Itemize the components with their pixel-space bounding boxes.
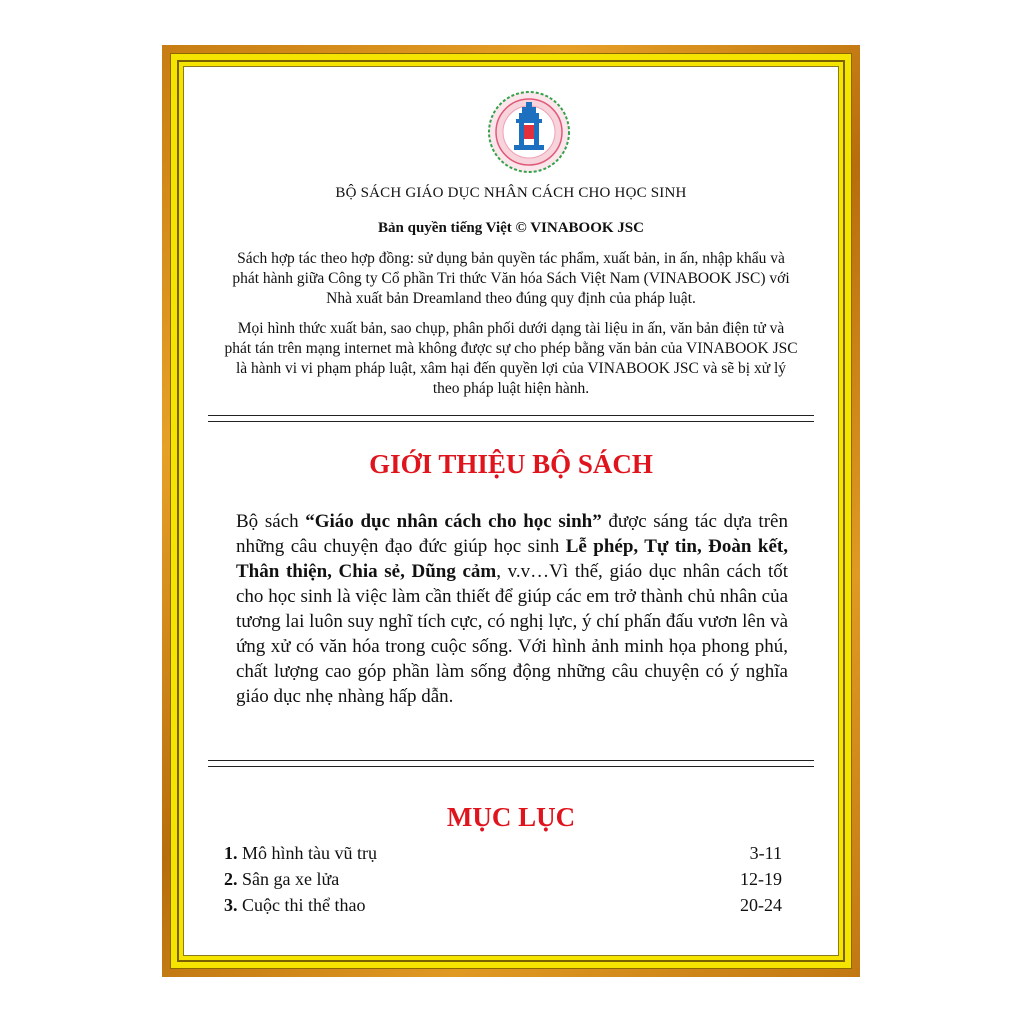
toc-item: [224, 840, 782, 866]
cooperation-paragraph: Sách hợp tác theo hợp đồng: sử dụng bản quyền tác phẩm, xuất bản, in ấn, nhập khẩu và phát hành giữa Công ty Cổ phần Tri thức Văn hóa Sách Việt Nam (VINABOOK JSC) với Nhà xuất bản Dreamland theo đúng quy định của pháp luật.: [232, 250, 790, 307]
double-rule-divider: [208, 415, 814, 422]
intro-paragraph: [236, 509, 788, 709]
intro-text-1: Bộ sách: [236, 511, 306, 532]
virtues-bold: Lễ phép, Tự tin, Đoàn kết, Thân thiện, Chia sẻ, Dũng cảm: [236, 536, 788, 582]
toc-item: [224, 892, 782, 918]
intro-text-2: được sáng tác dựa trên những câu chuyện đạo đức giúp học sinh: [236, 511, 788, 557]
series-name-bold: “Giáo dục nhân cách cho học sinh”: [305, 511, 602, 532]
intro-heading: GIỚI THIỆU BỘ SÁCH: [369, 449, 653, 479]
toc-item-title: Cuộc thi thể thao: [237, 895, 366, 915]
toc-item-pages: 3-11: [749, 843, 782, 863]
toc-item-number: 3.: [224, 895, 238, 915]
toc-item: [224, 866, 782, 892]
double-rule-divider: [208, 760, 814, 767]
page-content: [183, 66, 839, 956]
copyright-warning-paragraph: Mọi hình thức xuất bản, sao chụp, phân phối dưới dạng tài liệu in ấn, văn bản điện tử và phát tán trên mạng internet mà không được sự cho phép bằng văn bản của VINABOOK JSC là hành vi vi phạm pháp luật, xâm hại đến quyền lợi của VINABOOK JSC và sẽ bị xử lý theo pháp luật hiện hành.: [224, 320, 798, 397]
page-frame: [162, 45, 860, 977]
toc-item-number: 2.: [224, 869, 238, 889]
copyright-line: Bản quyền tiếng Việt © VINABOOK JSC: [378, 220, 644, 236]
toc-item-number: 1.: [224, 843, 238, 863]
toc-item-pages: 20-24: [740, 895, 782, 915]
toc-item-title: Sân ga xe lửa: [237, 869, 340, 889]
intro-text-3: , v.v…Vì thế, giáo dục nhân cách tốt cho học sinh là việc làm cần thiết để giúp các em trở thành chủ nhân của tương lai luôn suy nghĩ tích cực, có nghị lực, ý chí phấn đấu vươn lên và ứng xử có văn hóa trong cuộc sống. Với hình ảnh minh họa phong phú, chất lượng cao góp phần làm sống động những câu chuyện có ý nghĩa giáo dục nhẹ nhàng hấp dẫn.: [236, 561, 789, 707]
series-title: BỘ SÁCH GIÁO DỤC NHÂN CÁCH CHO HỌC SINH: [335, 185, 687, 201]
toc-item-pages: 12-19: [740, 869, 782, 889]
table-of-contents: [224, 840, 782, 918]
toc-heading: MỤC LỤC: [446, 802, 576, 832]
publisher-logo-icon: [486, 89, 572, 175]
gold-border: [170, 53, 852, 969]
toc-item-title: Mô hình tàu vũ trụ: [237, 843, 377, 863]
